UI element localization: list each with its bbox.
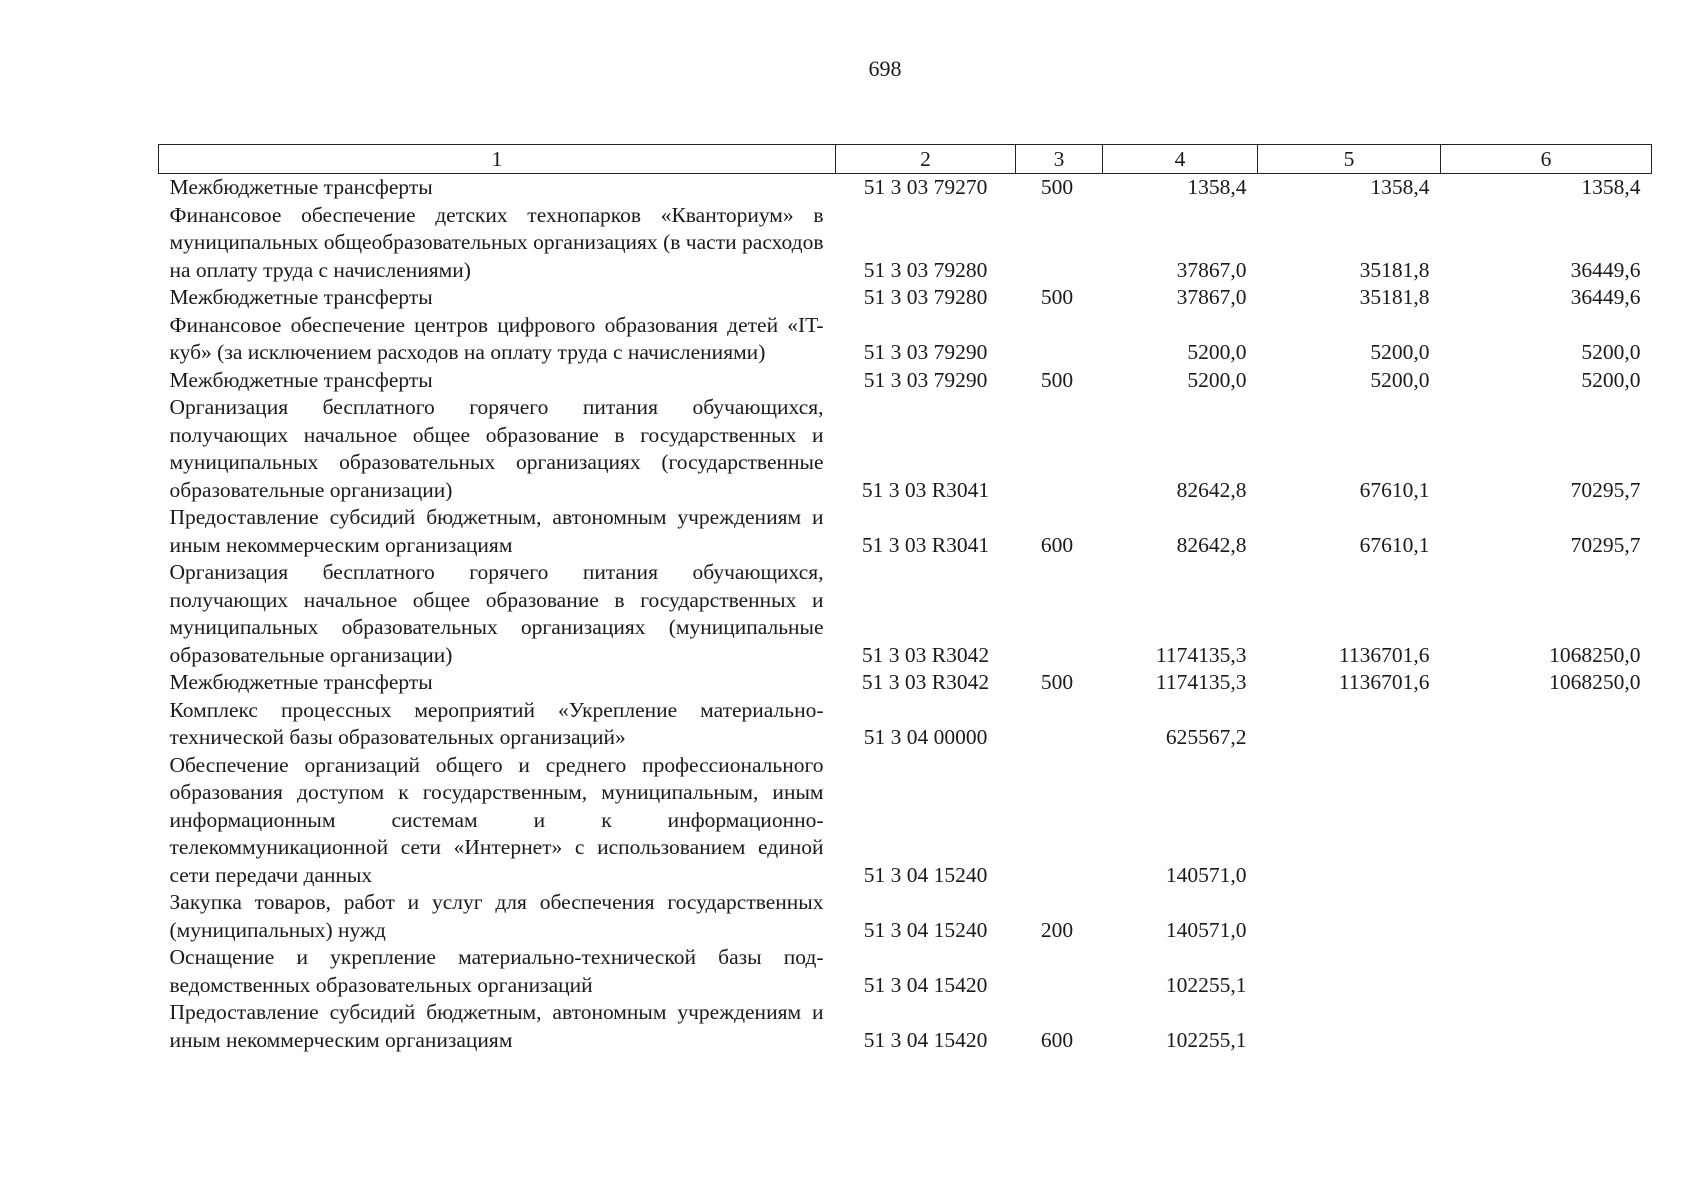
row-value-2-cell: 67610,1 bbox=[1359, 532, 1430, 557]
row-value-1-cell: 37867,0 bbox=[1176, 257, 1247, 282]
row-value-3-cell: 70295,7 bbox=[1570, 532, 1641, 557]
row-expense-type-cell bbox=[1016, 697, 1103, 752]
table-body bbox=[159, 174, 1652, 1055]
row-expense-type-cell bbox=[1016, 944, 1103, 999]
table-row bbox=[159, 367, 1652, 395]
table-row bbox=[159, 697, 1652, 752]
row-name-cell: Межбюджетные трансферты bbox=[169, 670, 433, 694]
row-expense-type-cell: 500 bbox=[1040, 670, 1074, 694]
row-value-2-cell: 35181,8 bbox=[1359, 285, 1430, 309]
row-value-2-cell bbox=[1258, 889, 1441, 944]
row-name-cell: Комплекс процессных мероприятий «Укрепление материально-технической базы образовательных организаций» bbox=[169, 697, 824, 749]
row-value-3-cell: 1068250,0 bbox=[1549, 642, 1641, 667]
table-row bbox=[159, 202, 1652, 285]
row-value-2-cell bbox=[1258, 752, 1441, 890]
row-value-3-cell: 36449,6 bbox=[1570, 257, 1641, 282]
row-value-3-cell bbox=[1441, 944, 1652, 999]
table-row bbox=[159, 559, 1652, 669]
row-value-2-cell: 35181,8 bbox=[1359, 257, 1430, 282]
row-code-cell: 51 3 03 R3042 bbox=[861, 642, 990, 667]
row-code-cell: 51 3 04 15420 bbox=[863, 972, 988, 997]
row-name-cell: Финансовое обеспечение детских технопарков «Кванториум» в муниципальных общеобразовательных организациях (в части расходов на оплату труда с начислениями) bbox=[169, 202, 824, 282]
table-row bbox=[159, 284, 1652, 312]
row-value-2-cell: 5200,0 bbox=[1370, 367, 1430, 392]
table-row bbox=[159, 944, 1652, 999]
row-value-1-cell: 37867,0 bbox=[1176, 285, 1247, 309]
row-value-2-cell bbox=[1258, 999, 1441, 1054]
row-value-3-cell bbox=[1441, 697, 1652, 752]
row-value-3-cell bbox=[1441, 752, 1652, 890]
row-code-cell: 51 3 04 15240 bbox=[863, 917, 988, 942]
row-value-1-cell: 5200,0 bbox=[1187, 340, 1247, 364]
row-value-2-cell: 1136701,6 bbox=[1338, 642, 1430, 667]
row-name-cell: Обеспечение организаций общего и среднего профессионального образования доступом к государственным, муниципальным, иным информационным системам и к информационно-​телекоммуникационной сети «Интернет» с использованием единой сети передачи данных bbox=[169, 752, 824, 887]
row-expense-type-cell: 500 bbox=[1040, 367, 1074, 392]
row-value-3-cell: 36449,6 bbox=[1570, 285, 1641, 309]
header-col-3: 3 bbox=[1016, 145, 1103, 174]
row-value-3-cell: 5200,0 bbox=[1581, 367, 1641, 392]
row-value-2-cell bbox=[1258, 697, 1441, 752]
row-value-1-cell: 102255,1 bbox=[1165, 972, 1247, 997]
row-code-cell: 51 3 04 15240 bbox=[863, 862, 988, 887]
table-row bbox=[159, 312, 1652, 367]
row-value-3-cell: 5200,0 bbox=[1581, 340, 1641, 364]
page-number: 698 bbox=[868, 56, 902, 81]
row-expense-type-cell: 500 bbox=[1040, 175, 1074, 199]
table-row bbox=[159, 394, 1652, 504]
row-code-cell: 51 3 03 R3041 bbox=[861, 532, 990, 557]
row-expense-type-cell bbox=[1016, 312, 1103, 367]
row-code-cell: 51 3 03 79280 bbox=[863, 257, 988, 282]
row-code-cell: 51 3 03 79280 bbox=[863, 285, 988, 309]
row-expense-type-cell bbox=[1016, 752, 1103, 890]
row-expense-type-cell bbox=[1016, 559, 1103, 669]
row-value-3-cell: 1358,4 bbox=[1581, 175, 1641, 199]
header-col-5: 5 bbox=[1258, 145, 1441, 174]
row-code-cell: 51 3 03 R3042 bbox=[861, 670, 990, 694]
header-col-4: 4 bbox=[1103, 145, 1258, 174]
row-name-cell: Межбюджетные трансферты bbox=[169, 367, 433, 392]
row-code-cell: 51 3 03 79290 bbox=[863, 340, 988, 364]
row-code-cell: 51 3 03 79270 bbox=[863, 175, 988, 199]
row-value-2-cell: 5200,0 bbox=[1370, 340, 1430, 364]
row-expense-type-cell bbox=[1016, 202, 1103, 285]
row-value-3-cell: 70295,7 bbox=[1570, 477, 1641, 502]
row-value-1-cell: 82642,8 bbox=[1176, 477, 1247, 502]
row-value-1-cell: 102255,1 bbox=[1165, 1027, 1247, 1052]
table-header bbox=[159, 145, 1652, 174]
row-code-cell: 51 3 03 R3041 bbox=[861, 477, 990, 502]
budget-table bbox=[158, 144, 1652, 1054]
row-expense-type-cell: 600 bbox=[1040, 1027, 1074, 1052]
row-code-cell: 51 3 04 00000 bbox=[863, 725, 988, 749]
row-expense-type-cell bbox=[1016, 394, 1103, 504]
row-value-2-cell: 1358,4 bbox=[1370, 175, 1430, 199]
row-value-2-cell bbox=[1258, 944, 1441, 999]
header-col-6: 6 bbox=[1441, 145, 1652, 174]
row-value-1-cell: 1174135,3 bbox=[1155, 670, 1247, 694]
row-expense-type-cell: 500 bbox=[1040, 285, 1074, 309]
row-code-cell: 51 3 03 79290 bbox=[863, 367, 988, 392]
row-name-cell: Межбюджетные трансферты bbox=[169, 175, 433, 199]
row-value-1-cell: 5200,0 bbox=[1187, 367, 1247, 392]
row-name-cell: Закупка товаров, работ и услуг для обеспечения государственных (муниципальных) нужд bbox=[169, 890, 824, 942]
row-name-cell: Предоставление субсидий бюджетным, автономным учреждениям и иным некоммерческим организациям bbox=[169, 1000, 824, 1052]
row-expense-type-cell: 200 bbox=[1040, 917, 1074, 942]
table-row bbox=[159, 504, 1652, 559]
row-code-cell: 51 3 04 15420 bbox=[863, 1027, 988, 1052]
row-value-1-cell: 140571,0 bbox=[1165, 862, 1247, 887]
table-row bbox=[159, 669, 1652, 697]
table-row bbox=[159, 174, 1652, 202]
table-row bbox=[159, 889, 1652, 944]
row-value-1-cell: 625567,2 bbox=[1165, 725, 1247, 749]
row-name-cell: Межбюджетные трансферты bbox=[169, 285, 433, 309]
row-value-1-cell: 140571,0 bbox=[1165, 917, 1247, 942]
row-value-1-cell: 82642,8 bbox=[1176, 532, 1247, 557]
row-value-3-cell: 1068250,0 bbox=[1549, 670, 1641, 694]
row-name-cell: Организация бесплатного горячего питания обучающихся, получающих начальное общее образование в государственных и муниципальных образовательных организациях (муниципальные образовательные организации) bbox=[169, 560, 824, 667]
row-expense-type-cell: 600 bbox=[1040, 532, 1074, 557]
header-col-1: 1 bbox=[159, 145, 836, 174]
row-name-cell: Предоставление субсидий бюджетным, автономным учреждениям и иным некоммерческим организациям bbox=[169, 505, 824, 557]
row-value-3-cell bbox=[1441, 889, 1652, 944]
header-col-2: 2 bbox=[836, 145, 1016, 174]
row-name-cell: Оснащение и укрепление материально-технической базы подведомственных образовательных организаций bbox=[169, 945, 824, 997]
row-value-3-cell bbox=[1441, 999, 1652, 1054]
row-value-1-cell: 1358,4 bbox=[1187, 175, 1247, 199]
table-row bbox=[159, 999, 1652, 1054]
header-row bbox=[159, 145, 1652, 174]
table-row bbox=[159, 752, 1652, 890]
row-value-1-cell: 1174135,3 bbox=[1155, 642, 1247, 667]
row-name-cell: Организация бесплатного горячего питания обучающихся, получающих начальное общее образование в государственных и муниципальных образовательных организациях (государственные образовательные организации) bbox=[169, 395, 824, 502]
row-name-cell: Финансовое обеспечение центров цифрового образования детей «IT-куб» (за исключением расходов на оплату труда с начислениями) bbox=[169, 312, 824, 364]
row-value-2-cell: 67610,1 bbox=[1359, 477, 1430, 502]
row-value-2-cell: 1136701,6 bbox=[1338, 670, 1430, 694]
